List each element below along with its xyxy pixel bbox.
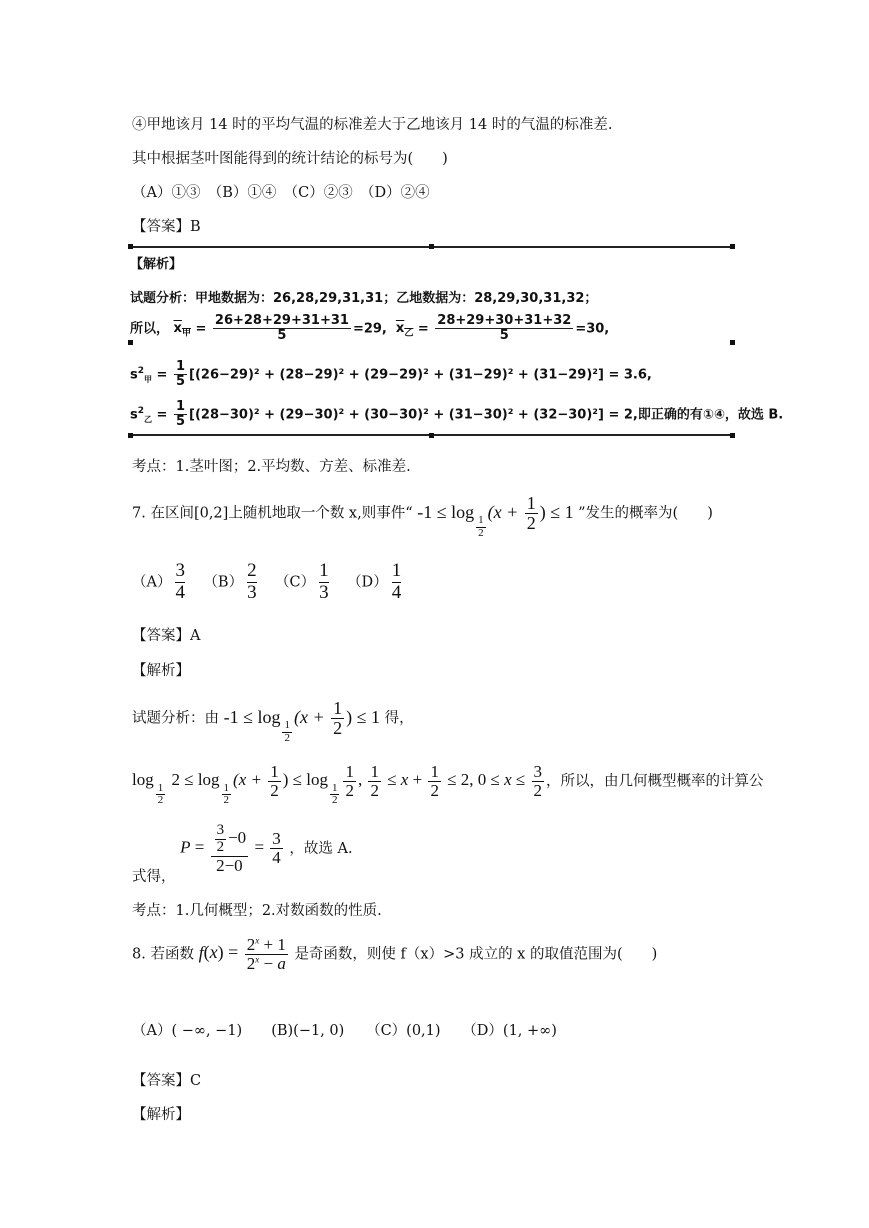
option-c-fraction: $\frac{1}{3}$ — [319, 560, 329, 603]
variance-jia-line: $s^2_甲$ = $\frac{1}{5}$ [(26−29)² + (28−29)² + (29−29)² + (31−29)² + (31−29)²] = 3.6, — [130, 359, 652, 390]
q6-answer: 【答案】B — [132, 219, 201, 235]
q7-analysis: 试题分析：由 -1 ≤ log $_{\frac{1}{2}}$ (x + $\frac{1}{2}$ ) ≤ 1 得， — [132, 698, 414, 744]
resize-handle — [730, 244, 735, 249]
q7-suffix: ”发生的概率为( ) — [578, 505, 713, 522]
q6-options: （A）①③ （B）①④ （C）②③ （D）②④ — [132, 185, 430, 201]
box-means-line: 所以， $x_甲$ = $\frac{26+28+29+31+31}{5}$ =29, $x_乙$ = $\frac{28+29+30+31+32}{5}$ =30, — [130, 313, 610, 344]
mean-jia-result: =29, — [352, 321, 387, 337]
option-b-fraction: $\frac{2}{3}$ — [247, 560, 257, 603]
mean-jia-fraction: $\frac{26+28+29+31+31}{5}$ — [214, 313, 349, 344]
q7-stem — [132, 494, 713, 540]
variance-jia-text: [(26−29)² + (28−29)² + (29−29)² + (31−29)² + (31−29)²] = 3.6, — [189, 367, 652, 383]
so-text: 所以， — [130, 321, 170, 337]
question-prompt: 其中根据茎叶图能得到的统计结论的标号为( ) — [132, 151, 448, 167]
q7-inequality: -1 ≤ log $_{\frac{1}{2}}$ (x + $\frac{1}{2}$ ) ≤ 1 — [417, 493, 574, 539]
mean-yi-result: =30, — [575, 321, 610, 337]
q7-prefix: 7. 在区间[0,2]上随机地取一个数 x,则事件“ — [132, 505, 413, 522]
option-b-label: （B） — [203, 574, 244, 591]
q7-kaodian: 考点：1.几何概型；2.对数函数的性质. — [132, 903, 382, 919]
resize-handle — [429, 433, 434, 438]
option-d-fraction: $\frac{1}{4}$ — [391, 560, 402, 603]
q7-jiexi: 【解析】 — [132, 663, 190, 679]
variance-yi-text: [(28−30)² + (29−30)² + (30−30)² + (31−30)² + (32−30)²] = 2,即正确的有①④，故选 B. — [189, 407, 784, 423]
resize-handle — [128, 244, 133, 249]
option-a-label: （A） — [132, 574, 172, 591]
mean-jia-symbol: $x_甲$ — [173, 321, 191, 339]
q7-answer: 【答案】A — [132, 628, 201, 644]
solution-image-box — [130, 246, 784, 436]
option-d-label: （D） — [347, 574, 388, 591]
q8-options: （A）( −∞, −1) (B)(−1, 0) （C）(0,1) （D）(1, +∞) — [132, 1023, 557, 1039]
resize-handle — [128, 433, 133, 438]
statement-4: ④甲地该月 14 时的平均气温的标准差大于乙地该月 14 时的气温的标准差. — [132, 117, 613, 133]
option-a-fraction: $\frac{3}{4}$ — [175, 560, 185, 603]
resize-handle — [730, 433, 735, 438]
resize-handle — [429, 244, 434, 249]
variance-yi-line: $s^2_乙$ = $\frac{1}{5}$ [(28−30)² + (29−30)² + (30−30)² + (31−30)² + (32−30)²] = 2,即正确的有①④，故选 B. — [130, 399, 784, 430]
q7-probability-formula: 式得， P = $\frac{3}{2}$ −0 2−0 = $\frac{3}{4}$ ，故选 A. — [132, 822, 353, 885]
q7-options — [132, 561, 401, 605]
q7-chain: log $_{\frac{1}{2}}$ 2 ≤ log $_{\frac{1}{2}}$ (x + $\frac{1}{2}$ ) ≤ log $_{\frac{1}{2}}$ $\frac{1}{2}$ , $\frac{1}{2}$ ≤ x + $\frac{1}{2}$ ≤ 2, 0 ≤ x ≤ $\frac{3}{2}$ ，所以，由几何概型概率的计算公 — [132, 762, 764, 807]
q6-kaodian: 考点：1.茎叶图；2.平均数、方差、标准差. — [132, 459, 411, 475]
one-fifth-fraction: $\frac{1}{5}$ — [175, 359, 186, 390]
option-c-label: （C） — [275, 574, 316, 591]
mean-yi-fraction: $\frac{28+29+30+31+32}{5}$ — [437, 313, 572, 344]
resize-handle — [730, 340, 735, 345]
mean-yi-symbol: $x_乙$ — [395, 321, 414, 339]
box-data-line: 试题分析：甲地数据为：26,28,29,31,31；乙地数据为：28,29,30,31,32； — [130, 291, 598, 306]
q8-answer: 【答案】C — [132, 1073, 202, 1089]
one-fifth-fraction: $\frac{1}{5}$ — [175, 399, 186, 430]
q8-jiexi: 【解析】 — [132, 1107, 190, 1123]
q8-stem: 8. 若函数 f(x) = $\frac{2^x + 1}{2^x - a}$ 是奇函数，则使 f（x）>3 成立的 x 的取值范围为( ) — [132, 935, 658, 973]
box-title: 【解析】 — [130, 257, 183, 272]
